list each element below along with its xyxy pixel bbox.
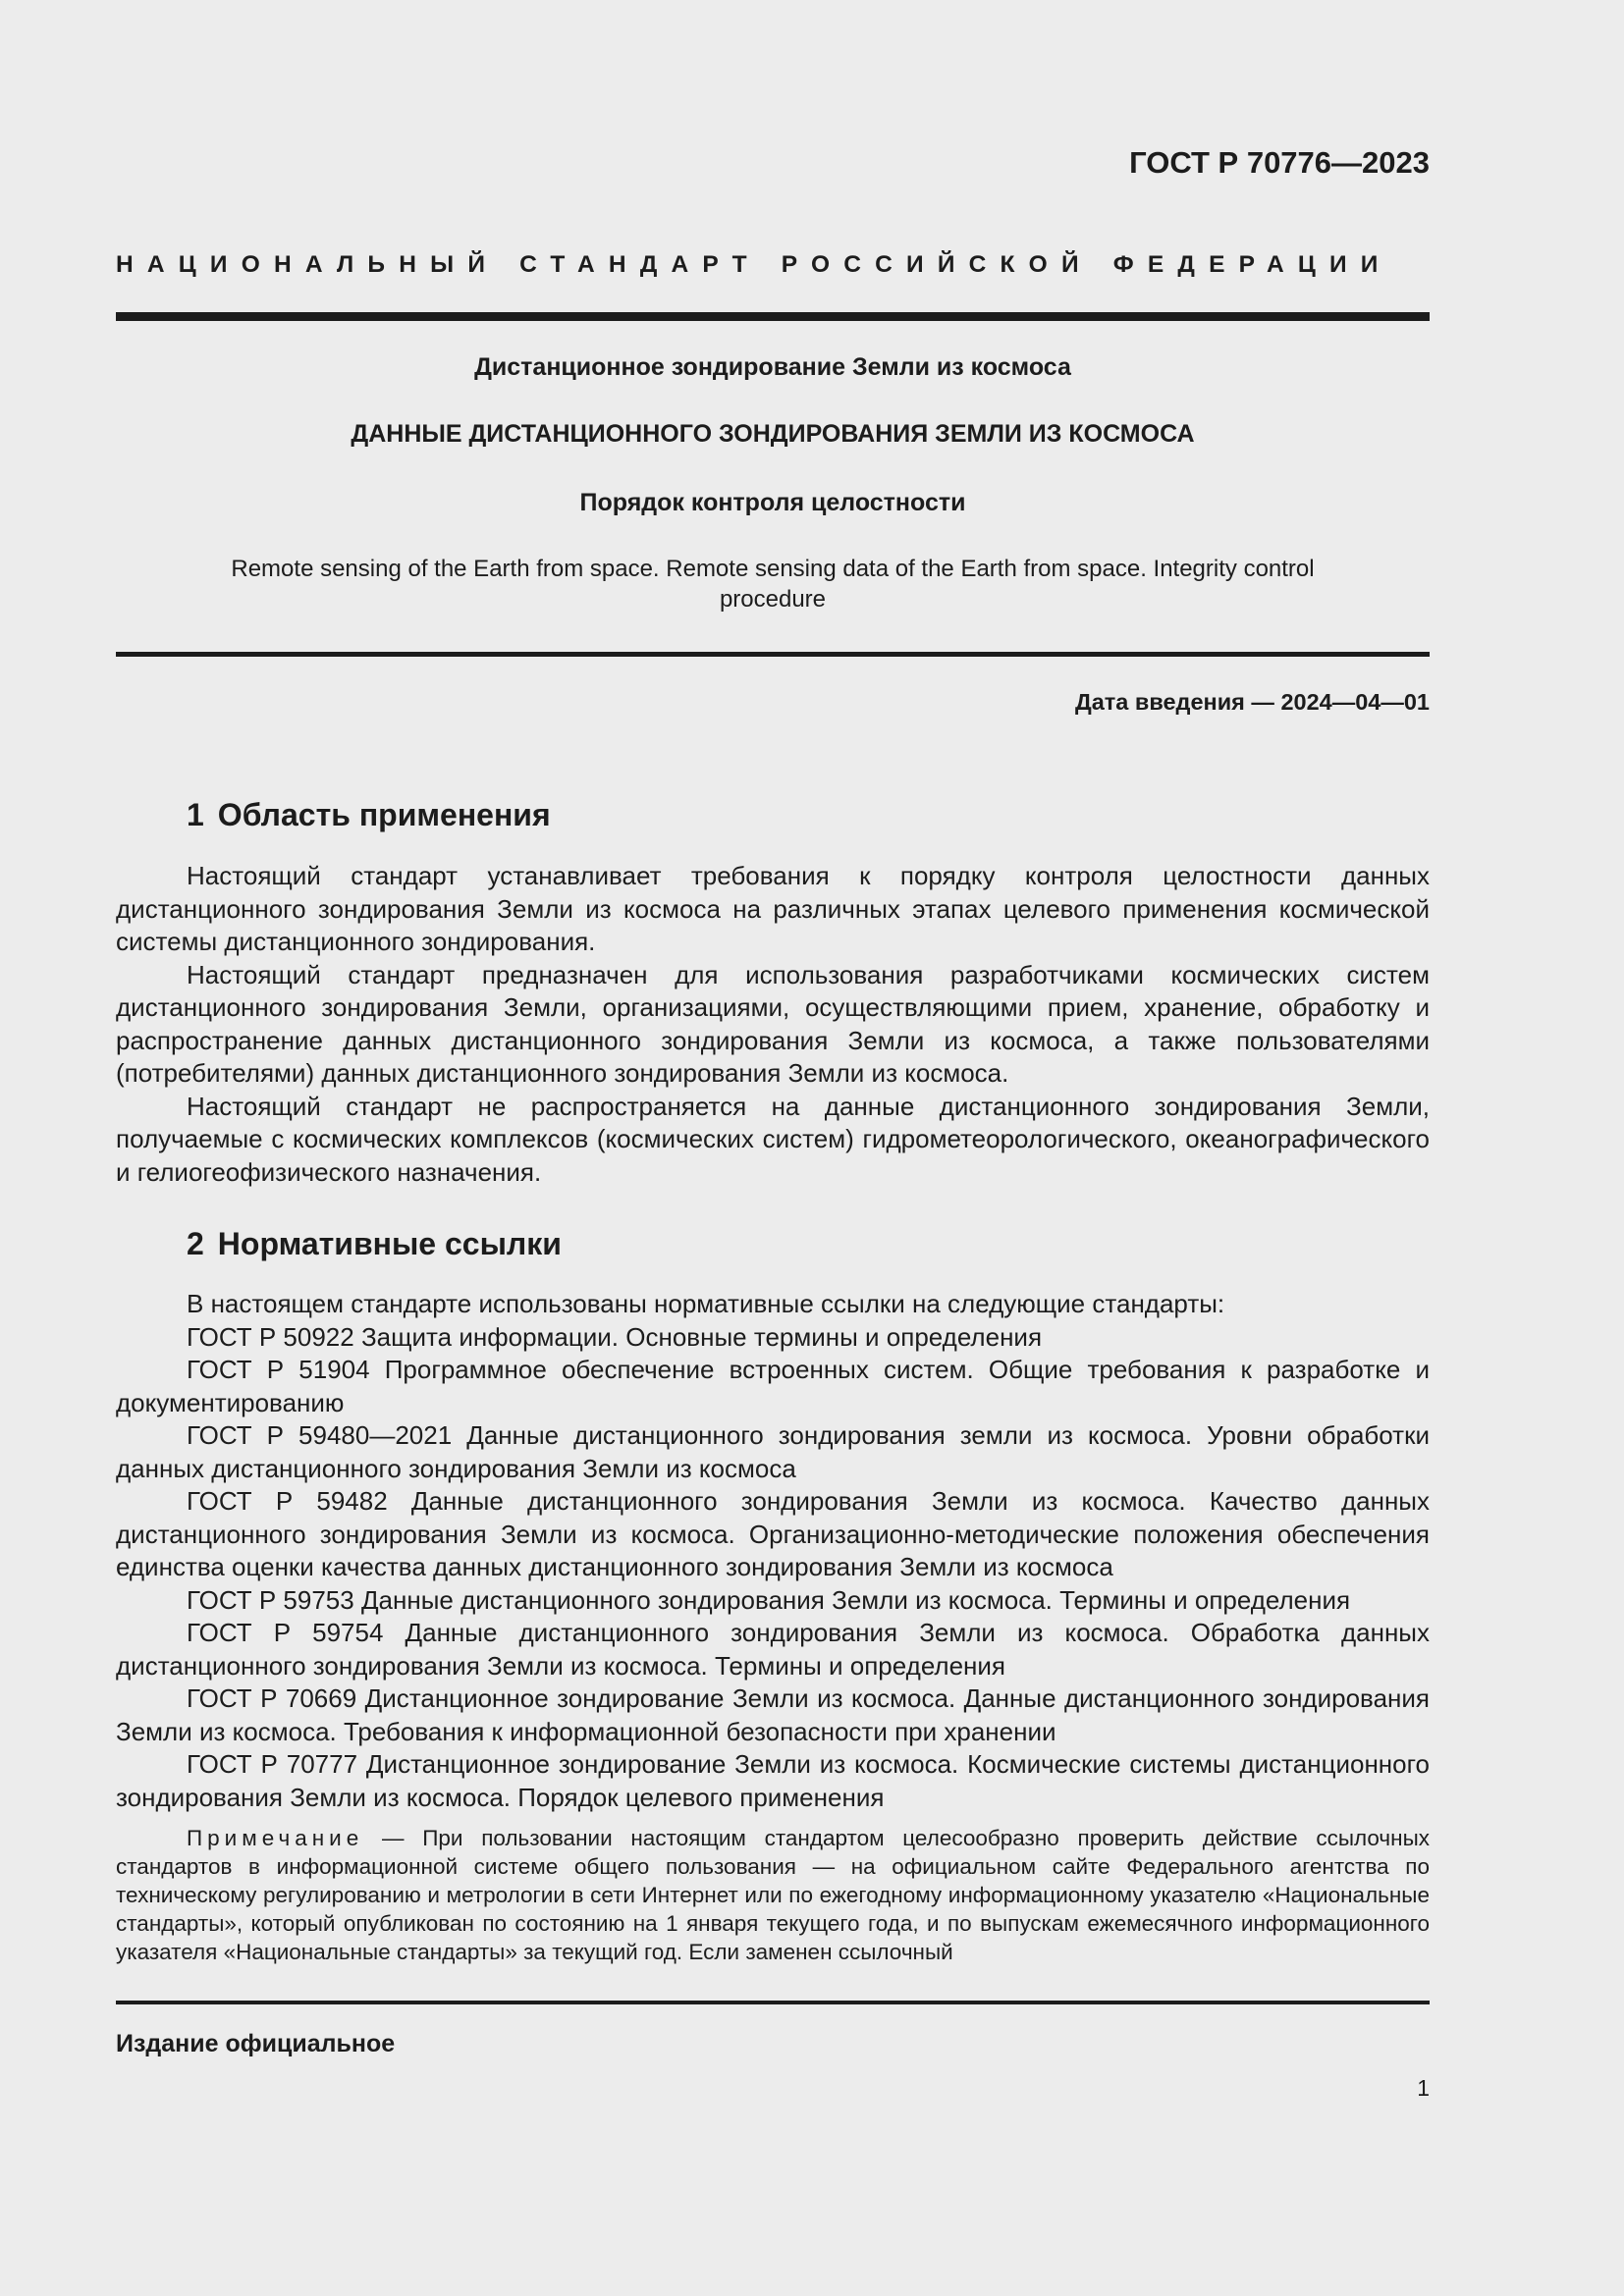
section-heading-2 — [187, 1226, 562, 1262]
header-rule — [116, 312, 1430, 321]
section-title: Область применения — [217, 797, 551, 832]
reference-item: ГОСТ Р 59480—2021 Данные дистанционного зондирования земли из космоса. Уровни обработки данных дистанционного зондирования Земли из космоса — [116, 1420, 1430, 1483]
section-title: Нормативные ссылки — [217, 1226, 562, 1261]
paragraph: Настоящий стандарт предназначен для использования разработчиками космических систем дистанционного зондирования Земли, организациями, осуществляющими прием, хранение, обработку и распространение данных дистанционного зондирования Земли из космоса, а также пользователями (потребителями) данных дистанционного зондирования Земли из космоса. — [116, 959, 1430, 1088]
reference-item: ГОСТ Р 59482 Данные дистанционного зондирования Земли из космоса. Качество данных дистанционного зондирования Земли из космоса. Организационно-методические положения обеспечения единства оценки качества данных дистанционного зондирования Земли из космоса — [116, 1486, 1430, 1581]
title-line-1: Дистанционное зондирование Земли из космоса — [474, 353, 1071, 381]
note-label: Примечание — [187, 1826, 364, 1850]
footer-rule — [116, 2001, 1430, 2004]
reference-item: ГОСТ Р 59753 Данные дистанционного зондирования Земли из космоса. Термины и определения — [187, 1584, 1351, 1615]
section-heading-1 — [187, 797, 551, 833]
title-english: Remote sensing of the Earth from space. Remote sensing data of the Earth from space. Integrity control procedure — [231, 556, 1315, 613]
note — [116, 1824, 1430, 1966]
gost-number: ГОСТ Р 70776—2023 — [1129, 145, 1430, 180]
section-number: 2 — [187, 1226, 204, 1261]
edition-label: Издание официальное — [116, 2030, 396, 2057]
reference-item: ГОСТ Р 51904 Программное обеспечение встроенных систем. Общие требования к разработке и документированию — [116, 1355, 1430, 1417]
intro-date: Дата введения — 2024—04—01 — [1074, 689, 1430, 715]
page-number: 1 — [1417, 2075, 1430, 2101]
section-2-body — [116, 1288, 1430, 1814]
reference-item: ГОСТ Р 59754 Данные дистанционного зондирования Земли из космоса. Обработка данных дистанционного зондирования Земли из космоса. Термины и определения — [116, 1618, 1430, 1681]
reference-item: ГОСТ Р 70777 Дистанционное зондирование Земли из космоса. Космические системы дистанционного зондирования Земли из космоса. Порядок целевого применения — [116, 1749, 1430, 1812]
section-1-body — [116, 860, 1430, 1189]
paragraph: Настоящий стандарт устанавливает требования к порядку контроля целостности данных дистанционного зондирования Земли из космоса на различных этапах целевого применения космической системы дистанционного зондирования. — [116, 861, 1430, 956]
reference-item: ГОСТ Р 50922 Защита информации. Основные термины и определения — [187, 1321, 1043, 1352]
section-number: 1 — [187, 797, 204, 832]
note-text: — При пользовании настоящим стандартом целесообразно проверить действие ссылочных стандартов в информационной системе общего пользования — на официальном сайте Федерального агентства по техническому регулированию и метрологии в сети Интернет или по ежегодному информационному указателю «Национальные стандарты», который опубликован по состоянию на 1 января текущего года, и по выпускам ежемесячного информационного указателя «Национальные стандарты» за текущий год. Если заменен ссылочный — [116, 1826, 1430, 1964]
paragraph: В настоящем стандарте использованы нормативные ссылки на следующие стандарты: — [187, 1289, 1225, 1318]
title-line-3: Порядок контроля целостности — [579, 489, 966, 516]
title-line-2: ДАННЫЕ ДИСТАНЦИОННОГО ЗОНДИРОВАНИЯ ЗЕМЛИ ИЗ КОСМОСА — [351, 420, 1195, 448]
title-rule — [116, 652, 1430, 657]
national-standard-heading: НАЦИОНАЛЬНЫЙ СТАНДАРТ РОССИЙСКОЙ ФЕДЕРАЦИИ — [116, 251, 1392, 278]
paragraph: Настоящий стандарт не распространяется на данные дистанционного зондирования Земли, получаемые с космических комплексов (космических систем) гидрометеорологического, океанографического и гелиогеофизического назначения. — [116, 1091, 1430, 1187]
reference-item: ГОСТ Р 70669 Дистанционное зондирование Земли из космоса. Данные дистанционного зондирования Земли из космоса. Требования к информационной безопасности при хранении — [116, 1683, 1430, 1746]
